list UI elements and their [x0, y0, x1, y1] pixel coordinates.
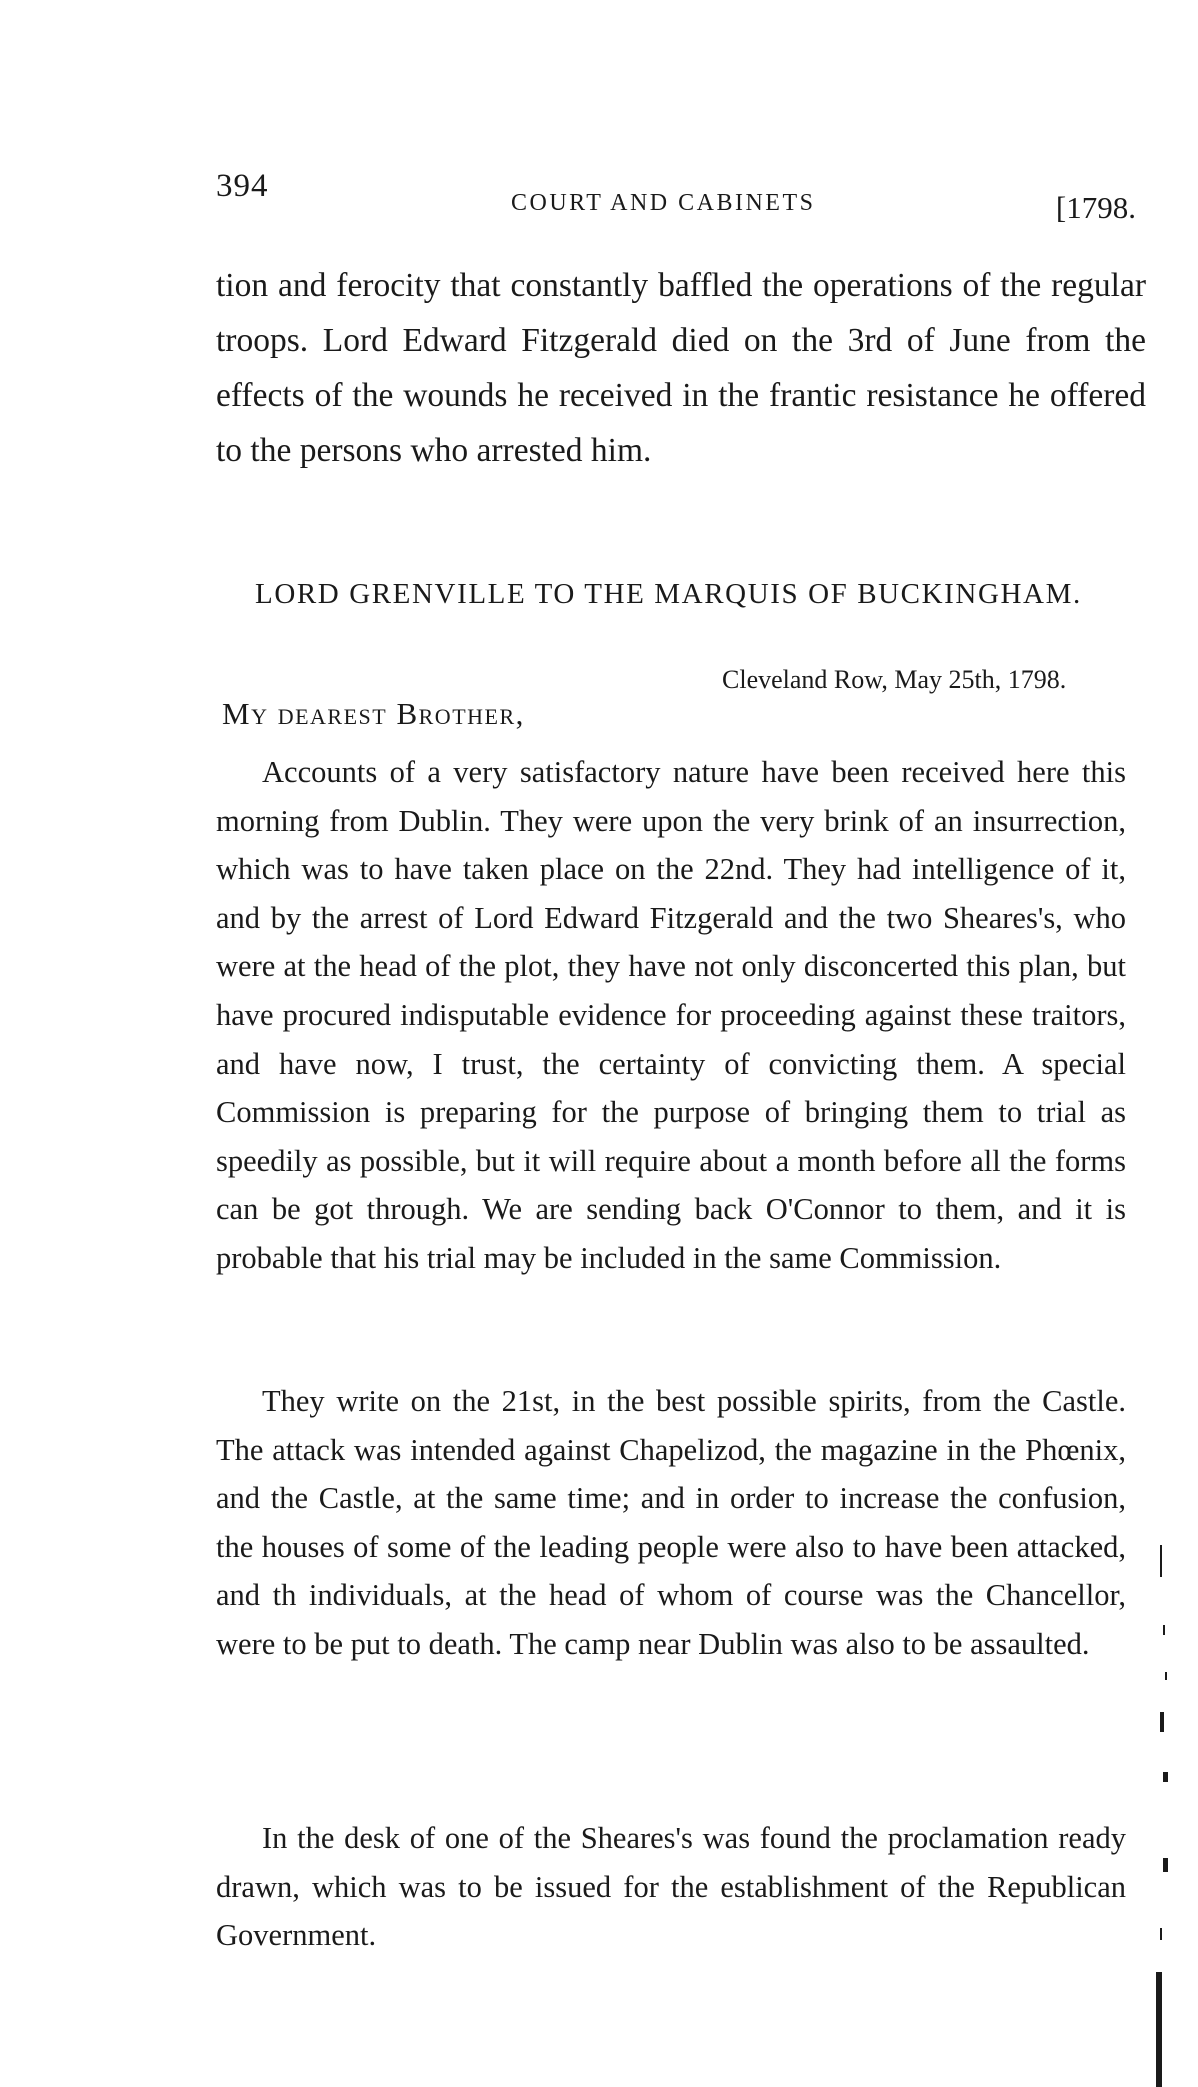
letter-paragraph: They write on the 21st, in the best possible spirits, from the Castle. The attack was intended against Chapelizod, the magazine in the Phœnix, and the Castle, at the same time; and in order to increase the confusion, the houses of some of the leading people were also to have been attacked, and th individuals, at the head of whom of course was the Chancellor, were to be put to death. The camp near Dublin was also to be assaulted.	[216, 1384, 1126, 1661]
scan-margin-mark	[1160, 1545, 1162, 1577]
intro-paragraph: tion and ferocity that constantly baffled the operations of the regular troops. Lord Edward Fitzgerald died on the 3rd of June from the effects of the wounds he received in the frantic resistance he offered to the persons who arrested him.	[216, 267, 1146, 469]
scan-margin-mark	[1163, 1858, 1168, 1872]
scan-margin-mark	[1156, 1972, 1162, 2087]
page-header	[216, 168, 1136, 228]
scan-margin-mark	[1160, 1712, 1164, 1732]
scan-margin-mark	[1160, 1928, 1162, 1940]
header-year: [1798.	[1055, 190, 1136, 225]
letter-dateline: Cleveland Row, May 25th, 1798.	[722, 665, 1067, 694]
letter-paragraph: Accounts of a very satisfactory nature have been received here this morning from Dublin. They were upon the very brink of an insurrection, which was to have taken place on the 22nd. They had intelligence of it, and by the arrest of Lord Edward Fitzgerald and the two Sheares's, who were at the head of the plot, they have not only disconcerted this plan, but have procured indisputable evidence for proceeding against these traitors, and have now, I trust, the certainty of convicting them. A special Commission is preparing for the purpose of bringing them to trial as speedily as possible, but it will require about a month before all the forms can be got through. We are sending back O'Connor to them, and it is probable that his trial may be included in the same Commission.	[216, 755, 1126, 1275]
scan-margin-mark	[1163, 1625, 1165, 1635]
running-head: COURT AND CABINETS	[511, 190, 816, 216]
letter-heading: LORD GRENVILLE TO THE MARQUIS OF BUCKINGHAM.	[255, 578, 1082, 610]
letter-paragraph: In the desk of one of the Sheares's was found the proclamation ready drawn, which was to be issued for the establishment of the Republican Government.	[216, 1821, 1126, 1953]
letter-salutation: My dearest Brother,	[222, 696, 525, 731]
scan-margin-mark	[1163, 1772, 1168, 1782]
page-number: 394	[216, 168, 269, 204]
scan-margin-mark	[1165, 1672, 1167, 1680]
